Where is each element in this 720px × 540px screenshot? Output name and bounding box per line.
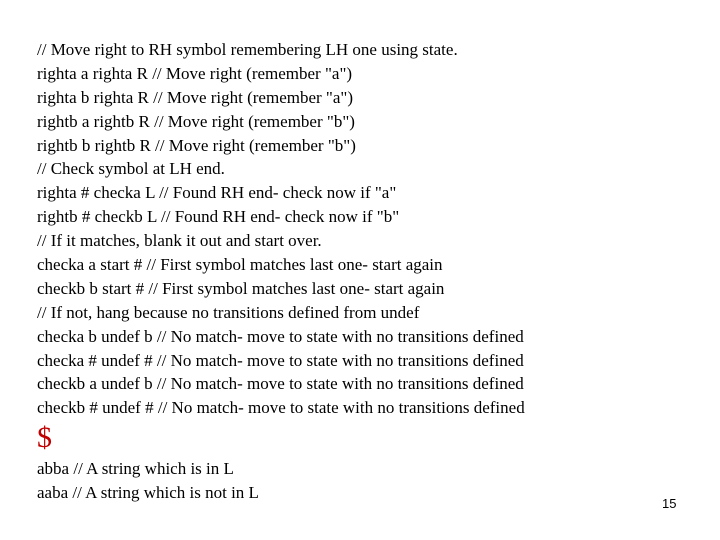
transition-line: righta b righta R // Move right (remember "a")	[37, 87, 354, 107]
transition-line: checkb a undef b // No match- move to state with no transitions defined	[37, 374, 524, 394]
comment-line: // Move right to RH symbol remembering LH one using state.	[37, 40, 458, 59]
transition-line: rightb # checkb L // Found RH end- check now if "b"	[37, 207, 400, 227]
transition-line: rightb b rightb R // Move right (remember "b")	[37, 135, 356, 155]
comment-line: // Check symbol at LH end.	[37, 159, 225, 179]
comment-line: // If it matches, blank it out and start over.	[37, 231, 322, 251]
transition-line: checkb # undef # // No match- move to state with no transitions defined	[37, 398, 525, 418]
transition-line: checka b undef b // No match- move to state with no transitions defined	[37, 326, 524, 346]
transition-line: checkb b start # // First symbol matches last one- start again	[37, 278, 445, 298]
comment-line: // If not, hang because no transitions defined from undef	[37, 302, 420, 322]
input-separator: $	[37, 421, 52, 454]
turing-machine-program	[37, 38, 677, 420]
input-strings	[37, 457, 537, 505]
input-line: abba // A string which is in L	[37, 459, 234, 478]
transition-line: rightb a rightb R // Move right (remember "b")	[37, 111, 355, 131]
input-line: aaba // A string which is not in L	[37, 482, 259, 502]
transition-line: checka # undef # // No match- move to state with no transitions defined	[37, 350, 524, 370]
transition-line: righta a righta R // Move right (remember "a")	[37, 63, 353, 83]
transition-line: righta # checka L // Found RH end- check now if "a"	[37, 183, 397, 203]
page-number: 15	[662, 496, 677, 511]
transition-line: checka a start # // First symbol matches last one- start again	[37, 255, 443, 275]
